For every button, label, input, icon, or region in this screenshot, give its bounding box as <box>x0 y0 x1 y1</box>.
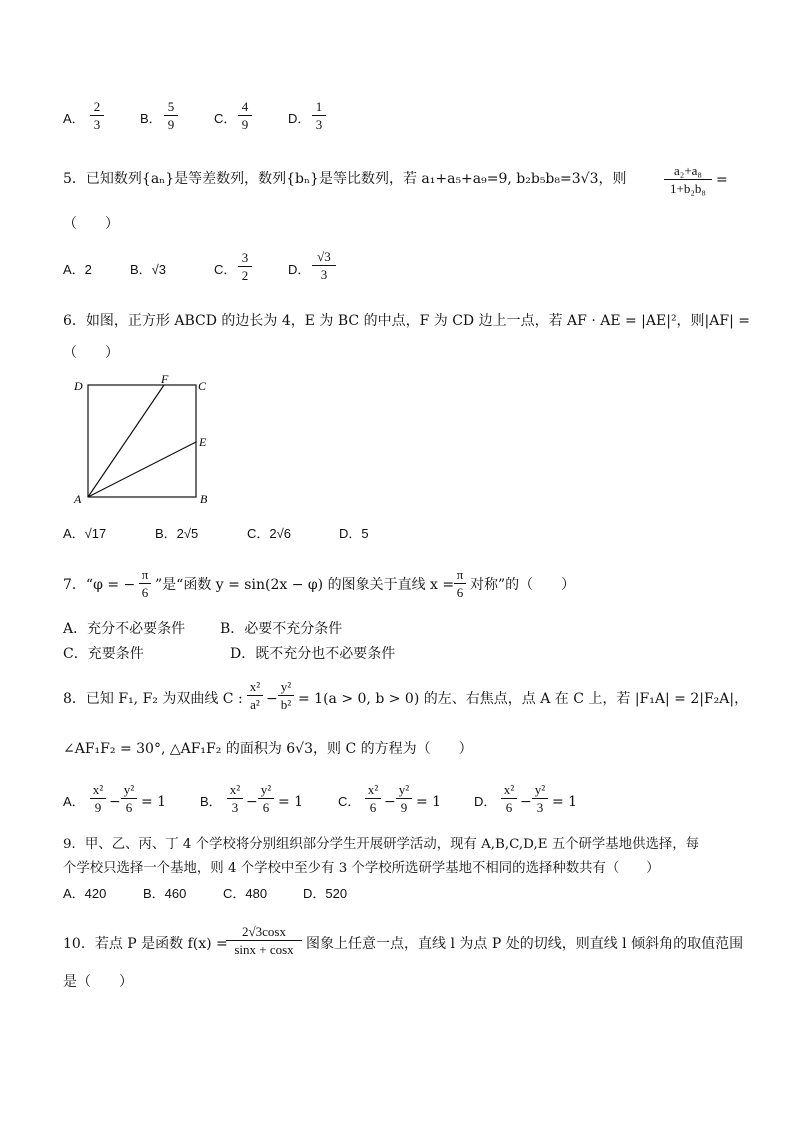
q4-option-a-fraction: 2 3 <box>90 100 104 131</box>
q9-option-c: C．480 <box>223 886 268 901</box>
q8-option-b-frac2: y² 6 <box>258 783 274 814</box>
q5-option-b: B．√3 <box>130 262 167 277</box>
q5-equals: = <box>716 172 728 188</box>
q4-option-c-label: C． <box>214 111 237 126</box>
square-abcd <box>88 385 196 497</box>
q7-option-a: A．充分不必要条件 <box>63 621 186 637</box>
q5-fraction: a₂+a₈ 1+b₂b₈ <box>664 164 712 195</box>
q8-option-d-frac1: x² 6 <box>501 783 517 814</box>
q8-line1-end: = 1(a > 0, b > 0) 的左、右焦点，点 A 在 C 上，若 |F₁A| = 2|F₂A|， <box>298 691 749 707</box>
q9-option-d: D．520 <box>303 886 348 901</box>
q8-option-c-frac1: x² 6 <box>365 783 381 814</box>
q9-line2: 个学校只选择一个基地，则 4 个学校中至少有 3 个学校所选研学基地不相同的选择种数共有（ ） <box>63 861 660 876</box>
q8-stem-minus: − <box>266 691 278 707</box>
q6-option-b: B．2√5 <box>155 526 199 541</box>
q8-option-b-label: B． <box>200 794 222 809</box>
q8-option-b-rhs: = 1 <box>278 794 304 810</box>
q6-stem: 6．如图，正方形 ABCD 的边长为 4，E 为 BC 的中点，F 为 CD 边上一点，若 AF · AE = |AE|²，则|AF| = <box>63 313 750 329</box>
q8-option-a-minus: − <box>109 794 121 810</box>
q8-stem-fraction-x: x² a² <box>247 680 263 711</box>
q8-option-c-rhs: = 1 <box>416 794 442 810</box>
q5-stem: 5．已知数列{aₙ}是等差数列，数列{bₙ}是等比数列，若 a₁+a₅+a₉=9, b₂b₅b₈=3√3，则 <box>63 171 627 187</box>
q7-option-c: C．充要条件 <box>63 646 144 662</box>
q8-option-a-frac2: y² 6 <box>121 783 137 814</box>
q8-option-b-minus: − <box>246 794 258 810</box>
q6-option-d: D．5 <box>339 526 369 541</box>
q8-option-a-label: A． <box>63 794 85 809</box>
q7-option-d: D．既不充分也不必要条件 <box>230 646 396 662</box>
q8-option-a-frac1: x² 9 <box>90 783 106 814</box>
q4-option-b-fraction: 5 9 <box>164 100 178 131</box>
q5-option-c-label: C． <box>214 262 237 277</box>
q7-prefix: 7．“φ = − <box>63 577 136 593</box>
q4-option-b-label: B． <box>140 111 162 126</box>
q5-option-d-fraction: √3 3 <box>312 250 336 281</box>
q4-option-d-fraction: 1 3 <box>312 100 326 131</box>
label-b: B <box>200 492 208 506</box>
q8-option-c-frac2: y² 9 <box>396 783 412 814</box>
q10-fraction: 2√3cosx sinx + cosx <box>226 925 302 956</box>
q7-fraction-1: π 6 <box>139 568 151 599</box>
q8-option-c-minus: − <box>384 794 396 810</box>
q8-option-c-label: C． <box>338 794 361 809</box>
q9-option-a: A．420 <box>63 886 107 901</box>
q8-option-d-minus: − <box>520 794 532 810</box>
q4-option-a-label: A． <box>63 111 85 126</box>
q8-option-d-rhs: = 1 <box>552 794 578 810</box>
q4-option-d-label: D． <box>288 111 311 126</box>
q4-option-c-fraction: 4 9 <box>238 100 252 131</box>
q9-option-b: B．460 <box>143 886 187 901</box>
q8-option-a-rhs: = 1 <box>141 794 167 810</box>
q8-option-b-frac1: x² 3 <box>227 783 243 814</box>
q8-line2: ∠AF₁F₂ = 30°, △AF₁F₂ 的面积为 6√3，则 C 的方程为（ ） <box>63 741 473 757</box>
q7-fraction-2: π 6 <box>454 568 466 599</box>
q7-option-b: B．必要不充分条件 <box>220 621 343 637</box>
q8-option-d-frac2: y² 3 <box>532 783 548 814</box>
q6-paren: （ ） <box>63 345 119 361</box>
q5-paren: （ ） <box>63 216 119 232</box>
q10-line2: 是（ ） <box>63 974 133 990</box>
label-a: A <box>74 492 82 506</box>
q8-line1-start: 8．已知 F₁, F₂ 为双曲线 C : <box>63 691 243 707</box>
label-c: C <box>198 379 207 393</box>
q10-suffix: 图象上任意一点，直线 l 为点 P 处的切线，则直线 l 倾斜角的取值范围 <box>306 936 744 952</box>
segment-af <box>88 385 164 497</box>
q6-square-figure <box>70 374 220 506</box>
q5-option-a: A．2 <box>63 262 92 277</box>
label-f: F <box>161 374 169 386</box>
q5-option-d-label: D． <box>288 262 311 277</box>
q7-middle: ”是“函数 y = sin(2x − φ) 的图象关于直线 x = <box>155 577 455 593</box>
segment-ae <box>88 442 196 497</box>
q7-suffix: 对称”的（ ） <box>470 577 576 593</box>
q6-option-a: A．√17 <box>63 526 107 541</box>
q9-line1: 9．甲、乙、丙、丁 4 个学校将分别组织部分学生开展研学活动，现有 A,B,C,D,E 五个研学基地供选择，每 <box>63 837 700 852</box>
label-e: E <box>199 435 207 449</box>
label-d: D <box>74 379 83 393</box>
q8-stem-fraction-y: y² b² <box>278 680 294 711</box>
q6-option-c: C．2√6 <box>247 526 291 541</box>
q5-option-c-fraction: 3 2 <box>238 251 252 282</box>
q10-prefix: 10．若点 P 是函数 f(x) = <box>63 936 228 952</box>
q8-option-d-label: D． <box>474 794 497 809</box>
